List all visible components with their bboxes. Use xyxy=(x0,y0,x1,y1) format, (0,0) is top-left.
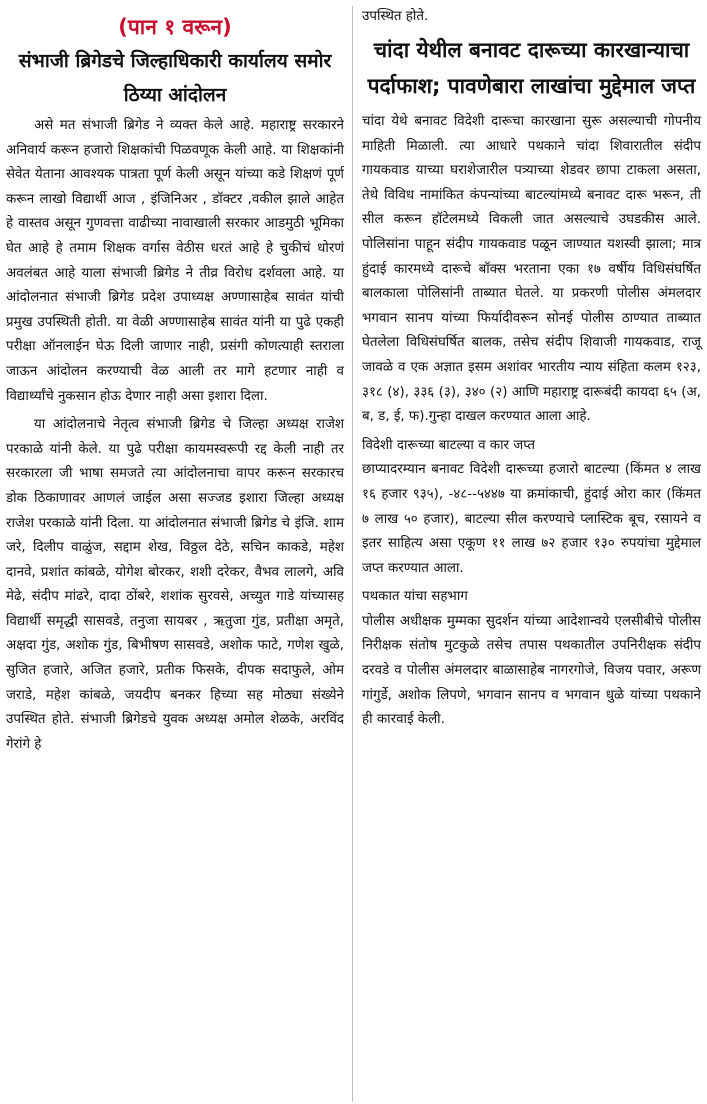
left-column xyxy=(0,0,350,757)
column-divider xyxy=(352,6,353,1102)
right-article-subheading: पथकात यांचा सहभाग xyxy=(362,589,468,605)
right-column xyxy=(358,0,707,733)
left-article-headline: संभाजी ब्रिगेडचे जिल्हाधिकारी कार्यालय समोर ठिय्या आंदोलन xyxy=(18,50,332,106)
continuation-line: उपस्थित होते. xyxy=(362,9,429,24)
left-article-paragraph: या आंदोलनाचे नेतृत्व संभाजी ब्रिगेड चे जिल्हा अध्यक्ष राजेश परकाळे यांनी केले. या पुढे परीक्षा कायमस्वरूपी रद्द केली नाही तर सरकारला जी भाषा समजते त्या आंदोलनाचा वापर करून सरकारच डोक ठिकाणावर आणलं जाईल असा सज्जड इशारा जिल्हा अध्यक्ष राजेश परकाळे यांनी दिला. या आंदोलनात संभाजी ब्रिगेड चे इंजि. शाम जरे, दिलीप वाळुंज, सद्दाम शेख, विठ्ठल देठे, सचिन काकडे, महेश दानवे, प्रशांत कांबळे, योगेश बोरकर, शशी दरेकर, वैभव लालगे, अवि मेढे, संदीप मांढरे, दादा ठोंबरे, शशांक सुरवसे, अच्युत गाडे यांच्यासह विद्यार्थी समृद्धी सासवडे, तनुजा सायबर , ऋतुजा गुंड, प्रतीक्षा अमृते, अक्षदा गुंड, अशोक गुंड, बिभीषण सासवडे, अशोक फाटे, गणेश खुळे, सुजित हजारे, अजित हजारे, प्रतीक फिसके, दीपक सदाफुले, ओम जराडे, महेश कांबळे, जयदीप बनकर हिच्या सह मोठ्या संख्येने उपस्थित होते. संभाजी ब्रिगेडचे युवक अध्यक्ष अमोल शेळके, अरविंद गेरांगे हे xyxy=(6,417,344,752)
right-article-paragraph: छाप्यादरम्यान बनावट विदेशी दारूच्या हजारो बाटल्या (किंमत ४ लाख १६ हजार ९३५), -४८--५४४७ या क्रमांकाची, हुंदाई ओरा कार (किंमत ७ लाख ५० हजार), बाटल्या सील करण्याचे प्लास्टिक बूच, रसायने व इतर साहित्य असा एकूण ११ लाख ७२ हजार १३० रुपयांचा मुद्देमाल जप्त करण्यात आला. xyxy=(362,462,701,576)
continued-from-page-label: (पान १ वरून) xyxy=(118,15,232,39)
right-article-headline: चांदा येथील बनावट दारूच्या कारखान्याचा पर्दाफाश; पावणेबारा लाखांचा मुद्देमाल जप्त xyxy=(367,38,696,98)
right-article-subheading: विदेशी दारूच्या बाटल्या व कार जप्त xyxy=(362,437,535,453)
right-article-paragraph: चांदा येथे बनावट विदेशी दारूचा कारखाना सुरू असल्याची गोपनीय माहिती मिळाली. त्या आधारे पथकाने चांदा शिवारातील संदीप गायकवाड याच्या घराशेजारील पत्र्याच्या शेडवर छापा टाकला असता, तेथे विविध नामांकित कंपन्यांच्या बाटल्यांमध्ये बनावट दारू भरून, ती सील करून हॉटेलमध्ये विकली जात असल्याचे उघडकीस आले. पोलिसांना पाहून संदीप गायकवाड पळून जाण्यात यशस्वी झाला; मात्र हुंदाई कारमध्ये दारूचे बॉक्स भरताना एका १७ वर्षीय विधिसंघर्षित बालकाला पोलिसांनी ताब्यात घेतले. या प्रकरणी पोलीस अंमलदार भगवान सानप यांच्या फिर्यादीवरून सोनई पोलीस ठाण्यात ताब्यात घेतलेला विधिसंघर्षित बालक, तसेच संदीप शिवाजी गायकवाड, राजू जावळे व एक अज्ञात इसम अशांवर भारतीय न्याय संहिता कलम १२३, ३१८ (४), ३३६ (३), ३४० (२) आणि महाराष्ट्र दारूबंदी कायदा ६५ (अ, ब, ड, ई, फ).गुन्हा दाखल करण्यात आला आहे. xyxy=(362,114,701,425)
right-article-paragraph: पोलीस अधीक्षक मुम्मका सुदर्शन यांच्या आदेशान्वये एलसीबीचे पोलीस निरीक्षक संतोष मुटकुळे तसेच तपास पथकातील उपनिरीक्षक संदीप दरवडे व पोलीस अंमलदार बाळासाहेब नागरगोजे, विजय पवार, अरूण गांगुर्डे, अशोक लिपणे, भगवान सानप व भगवान धुळे यांच्या पथकाने ही कारवाई केली. xyxy=(362,613,701,728)
left-article-paragraph: असे मत संभाजी ब्रिगेड ने व्यक्त केले आहे. महाराष्ट्र सरकारने अनिवार्य करून हजारो शिक्षकांची पिळवणूक केली आहे. या शिक्षकांनी सेवेत येताना आवश्यक पात्रता पूर्ण केली असून यांच्या कडे शिक्षणं पूर्ण करून लाखो विद्यार्थी आज , इंजिनिअर , डॉक्टर ,वकील झाले आहेत हे वास्तव असून गुणवत्ता वाढीच्या नावाखाली सरकार आडमुठी भूमिका घेत आहे हे तमाम शिक्षक वर्गास वेठीस धरतं आहे हे चुकीचं धोरणं अवलंबत आहे याला संभाजी ब्रिगेड ने तीव्र विरोध दर्शवला आहे. या आंदोलनात संभाजी ब्रिगेड प्रदेश उपाध्यक्ष अण्णासाहेब सावंत यांची प्रमुख उपस्थिती होती. या वेळी अण्णासाहेब सावंत यांनी या पुढे एकही परीक्षा ऑनलाईन घेऊ दिली जाणार नाही, प्रसंगी कोणत्याही स्तराला जाऊन आंदोलन करण्याची वेळ आली तर मागे हटणार नाही व विद्यार्थ्यांचे नुकसान होऊ देणार नाही असा इशारा दिला. xyxy=(6,118,344,404)
